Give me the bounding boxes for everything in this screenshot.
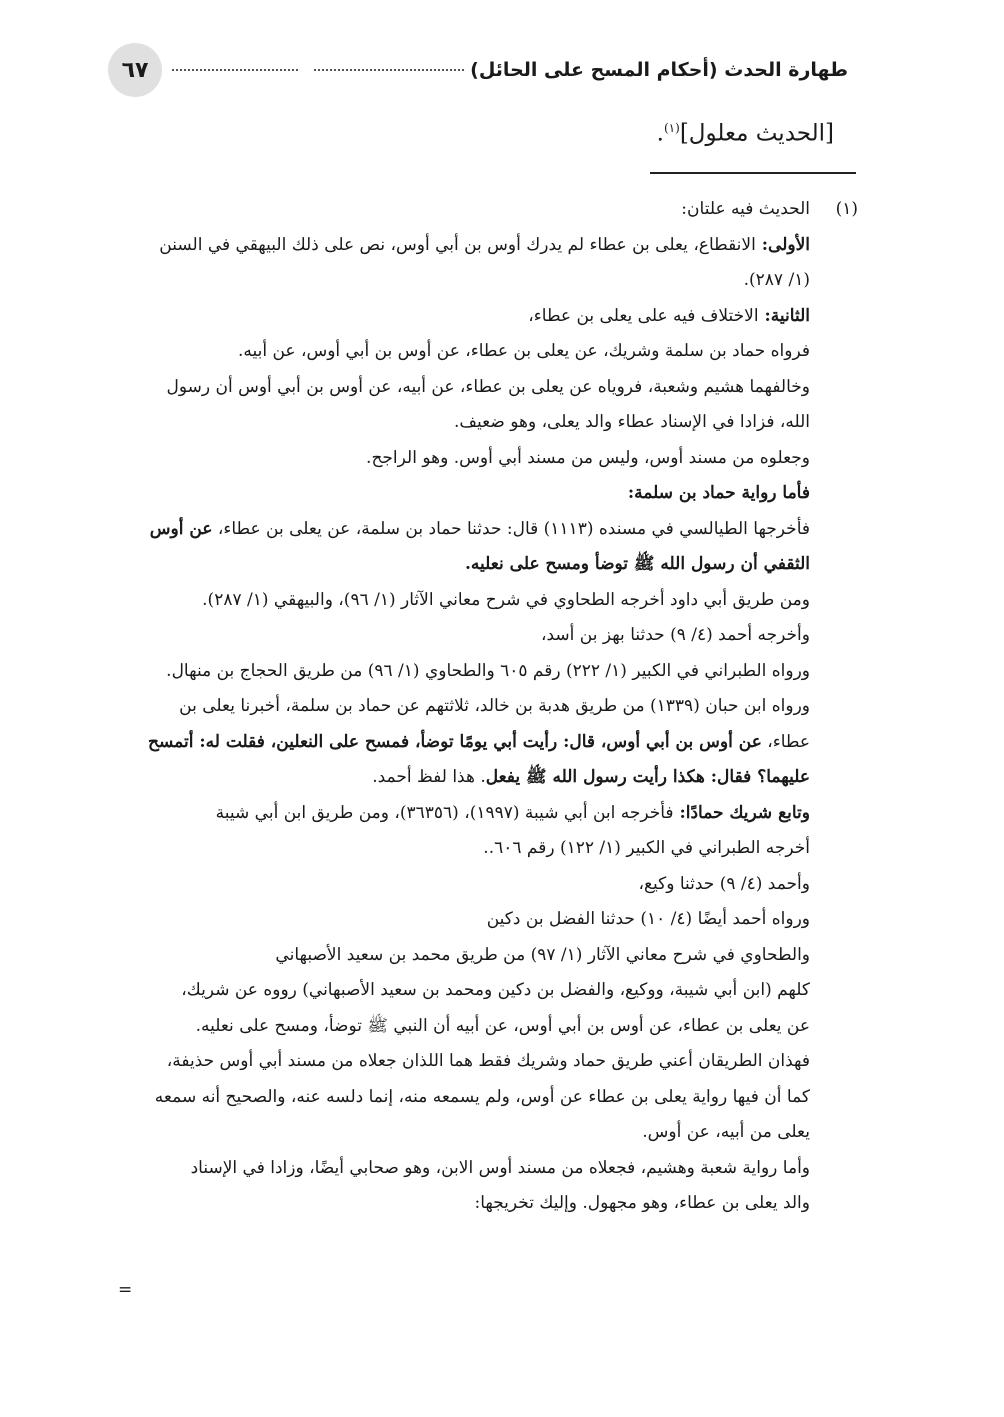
- footnote-line: [118, 512, 858, 548]
- header-dot-leader: [314, 69, 464, 71]
- footnote-line: [118, 902, 858, 938]
- footnote-line: [118, 405, 858, 441]
- footnote-line: [118, 796, 858, 832]
- footnote-line: [118, 1186, 858, 1222]
- footnote-text: عطاء،: [761, 731, 810, 752]
- footnote-text: فرواه حماد بن سلمة وشريك، عن يعلى بن عطاء، عن أوس بن أبي أوس، عن أبيه.: [237, 341, 810, 361]
- footnote-text: وأحمد (٤/ ٩) حدثنا وكيع،: [638, 873, 810, 894]
- footnote-bold-text: عليهما؟ فقال: هكذا رأيت رسول الله ﷺ يفعل: [485, 767, 810, 787]
- footnote-line: [118, 689, 858, 725]
- footnote-text: ورواه أحمد أيضًا (٤/ ١٠) حدثنا الفضل بن دكين: [486, 909, 810, 929]
- footnote-line: [118, 192, 858, 228]
- footnote-text: ورواه الطبراني في الكبير (١/ ٢٢٢) رقم ٦٠٥ والطحاوي (١/ ٩٦) من طريق الحجاج بن منهال.: [166, 660, 810, 681]
- footnote-line: [118, 654, 858, 690]
- footnote-line: [118, 1115, 858, 1151]
- footnote-line: [118, 263, 858, 299]
- footnote-line: [118, 583, 858, 619]
- main-text-content: [الحديث معلول]: [679, 120, 834, 147]
- footnote-text: الانقطاع، يعلى بن عطاء لم يدرك أوس بن أبي أوس، نص على ذلك البيهقي في السنن: [159, 234, 756, 255]
- footnote-text: وأما رواية شعبة وهشيم، فجعلاه من مسند أوس الابن، وهو صحابي أيضًا، وزادا في الإسناد: [190, 1157, 810, 1178]
- footnote-line: [118, 618, 858, 654]
- page-number: ٦٧: [121, 57, 149, 83]
- footnote-text: ورواه ابن حبان (١٣٣٩) من طريق هدبة بن خالد، ثلاثتهم عن حماد بن سلمة، أخبرنا يعلى بن: [179, 696, 810, 716]
- footnote-bold-text: الأولى:: [755, 234, 810, 255]
- footnote-bold-text: الثقفي أن رسول الله ﷺ توضأ ومسح على نعليه.: [465, 554, 810, 574]
- footnote-text: فأخرجها الطيالسي في مسنده (١١١٣) قال: حدثنا حماد بن سلمة، عن يعلى بن عطاء،: [212, 518, 810, 539]
- footnote-text: (١/ ٢٨٧).: [743, 270, 810, 290]
- footnote-text: . هذا لفظ أحمد.: [372, 767, 486, 787]
- footnote-line: [118, 938, 858, 974]
- footnote-text: الحديث فيه علتان:: [681, 199, 810, 219]
- main-body-text: [657, 108, 834, 154]
- footnote-text: أخرجه الطبراني في الكبير (١/ ١٢٢) رقم ٦٠٦..: [483, 838, 810, 858]
- footnote-text: والد يعلى بن عطاء، وهو مجهول. وإليك تخريجها:: [474, 1193, 810, 1213]
- footnote-line: [118, 299, 858, 335]
- footnote-separator: [650, 172, 856, 174]
- footnote-line-text: [681, 192, 810, 228]
- footnote-text: وخالفهما هشيم وشعبة، فروياه عن يعلى بن عطاء، عن أبيه، عن أوس بن أبي أوس أن رسول: [166, 376, 810, 397]
- footnote-line: [118, 476, 858, 512]
- footnote-line: [118, 441, 858, 477]
- running-header-title: طهارة الحدث (أحكام المسح على الحائل): [470, 59, 848, 81]
- page-number-badge: [108, 43, 162, 97]
- footnote-bold-text: وتابع شريك حمادًا:: [673, 802, 810, 823]
- footnote-text: وأخرجه أحمد (٤/ ٩) حدثنا بهز بن أسد،: [540, 625, 810, 645]
- footnote-bold-text: الثانية:: [758, 305, 810, 326]
- footnote-marker: (١): [835, 199, 858, 219]
- footnote-text: كما أن فيها رواية يعلى بن عطاء عن أوس، ولم يسمعه منه، إنما دلسه عنه، والصحيح أنه سمعه: [154, 1086, 810, 1107]
- footnote-line: [118, 1044, 858, 1080]
- footnote-line: [118, 973, 858, 1009]
- footnote-text: والطحاوي في شرح معاني الآثار (١/ ٩٧) من طريق محمد بن سعيد الأصبهاني: [275, 944, 810, 965]
- footnote-line: [118, 370, 858, 406]
- footnote-bold-text: فأما رواية حماد بن سلمة:: [627, 483, 810, 503]
- footnote-text: عن يعلى بن عطاء، عن أوس بن أبي أوس، عن أبيه أن النبي ﷺ توضأ، ومسح على نعليه.: [195, 1015, 810, 1036]
- footnote-text: الله، فزادا في الإسناد عطاء والد يعلى، وهو ضعيف.: [454, 412, 810, 432]
- footnote-text: فهذان الطريقان أعني طريق حماد وشريك فقط هما اللذان جعلاه من مسند أبي أوس حذيفة،: [166, 1051, 810, 1071]
- footnote-text: وجعلوه من مسند أوس، وليس من مسند أبي أوس. وهو الراجح.: [366, 447, 810, 468]
- main-text-end: .: [656, 120, 664, 147]
- footnote-text: يعلى من أبيه، عن أوس.: [642, 1122, 810, 1142]
- footnote-line: [118, 547, 858, 583]
- footnote-reference[interactable]: (١): [663, 121, 680, 135]
- footnote-text: الاختلاف فيه على يعلى بن عطاء،: [528, 305, 759, 326]
- continuation-mark: =: [118, 1280, 133, 1300]
- footnote-text: ومن طريق أبي داود أخرجه الطحاوي في شرح معاني الآثار (١/ ٩٦)، والبيهقي (١/ ٢٨٧).: [202, 589, 810, 610]
- running-header: [108, 40, 848, 100]
- footnotes-area: [118, 192, 858, 1222]
- footnote-bold-text: عن أوس: [149, 518, 213, 539]
- footnote-line: [118, 831, 858, 867]
- footnote-line: [118, 1151, 858, 1187]
- footnote-line: [118, 725, 858, 761]
- footnote-line: [118, 760, 858, 796]
- footnote-bold-text: عن أوس بن أبي أوس، قال: رأيت أبي يومًا توضأ، فمسح على النعلين، فقلت له: أتمسح: [148, 731, 762, 752]
- footnote-text: كلهم (ابن أبي شيبة، ووكيع، والفضل بن دكين ومحمد بن سعيد الأصبهاني) رووه عن شريك،: [181, 980, 810, 1000]
- footnote-text: فأخرجه ابن أبي شيبة (١٩٩٧)، (٣٦٣٥٦)، ومن طريق ابن أبي شيبة: [215, 802, 674, 823]
- footnote-line: [118, 1080, 858, 1116]
- footnote-line: [118, 1009, 858, 1045]
- footnote-line: [118, 228, 858, 264]
- footnote-line: [118, 334, 858, 370]
- header-dot-leader: [172, 69, 298, 71]
- footnote-line: [118, 867, 858, 903]
